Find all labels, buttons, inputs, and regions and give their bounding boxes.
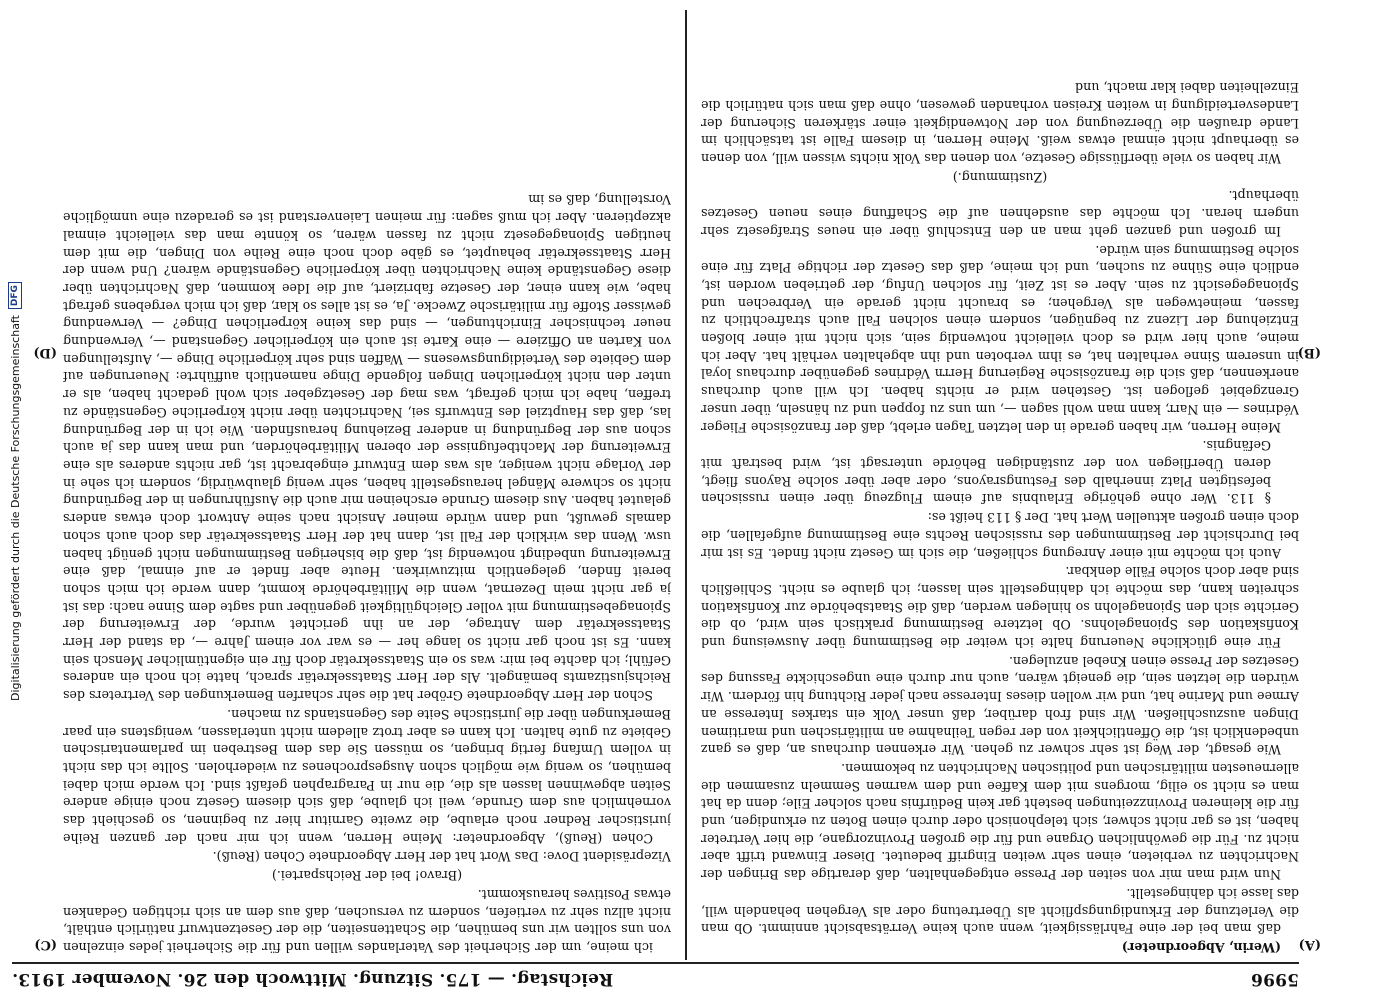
- paragraph: [63, 705, 671, 847]
- page-title: Reichstag. — 175. Sitzung. Mittwoch den 26. November 1913.: [12, 969, 614, 989]
- dfg-logo-icon: DFG: [8, 282, 22, 309]
- paragraph: [701, 508, 1299, 561]
- paragraph: [701, 79, 1299, 168]
- digitization-credit: [4, 271, 26, 701]
- paragraph-text: Cohen (Reuß), Abgeordneter: Meine Herren, wenn ich mir nach der ganzen Reihe juristischer Redner noch erlaube, die zweite Garnitur hier zu beginnen, so geschieht das vornehmlich aus dem Grunde, weil ich glaube, daß sich diesem Gesetz noch einige andere Seiten abgewinnen lassen als die, die nur in Paragraphen gefaßt sind. Ich werde mich dabei bemühen, so wenig wie möglich schon Ausgesprochenes zu wiederholen. Sollte ich das nicht in vollem Umfang fertig bringen, so müssen Sie das dem Bestreben im parlamentarischen Gebiete zu gute halten. Ich kann es aber trotz alledem nicht unterlassen, wenigstens ein paar Bemerkungen über die juristische Seite des Gegenstands zu machen.: [63, 706, 671, 846]
- paragraph-text: Vizepräsident Dove: Das Wort hat der Herr Abgeordnete Cohen (Reuß).: [212, 849, 671, 865]
- margin-mark-c: (C): [34, 937, 57, 952]
- page-header: [12, 966, 1299, 992]
- page-number: 5996: [1250, 969, 1299, 989]
- paragraph: [701, 884, 1299, 937]
- right-text-column: [63, 14, 671, 956]
- paragraph: [701, 437, 1271, 508]
- paragraph-text: Im großen und ganzen geht man an den Entschluß über ein neues Strafgesetz sehr ungern heran. Ich möchte das ausdehnen auf die Schaffung eines neuen Gesetzes überhaupt.: [701, 188, 1299, 239]
- paragraph: [701, 241, 1299, 436]
- credit-text: Digitalisierung gefördert durch die Deutsche Forschungsgemeinschaft: [8, 315, 22, 701]
- paragraph-text: ich meine, um der Sicherheit des Vaterlandes willen und für die Sicherheit jedes einzelnen von uns sollten wir uns bemühen, die Schattenseiten, die der Gesetzentwurf natürlich enthält, nicht allzu sehr zu vertiefen, sondern zu versuchen, daß aus dem an sich richtigen Gedanken etwas Positives herauskommt.: [63, 886, 671, 955]
- header-rule: [12, 962, 1299, 964]
- paragraph: [63, 848, 671, 866]
- paragraph: [701, 187, 1299, 240]
- paragraph: [63, 885, 671, 956]
- paragraph-text: (Zustimmung.): [952, 169, 1048, 185]
- paragraph-text: Für eine glückliche Neuerung halte ich weiter die Bestimmung über Ausweisung und Konfiskation des Spionagelohns. Ob letztere Bestimmung praktisch sein wird, ob die Gerichte sich den Spionagelohn so hinlegen werden, daß die Staatsbehörde zur Konfiskation schreiten kann, das möchte ich dahingestellt sein lassen; ich glaube es nicht. Schließlich sind aber doch solche Fälle denkbar.: [701, 564, 1299, 651]
- paragraph-text: § 113. Wer ohne gehörige Erlaubnis auf einem Flugzeug über einen russischen befestigten Platz innerhalb des Festungsrayons, oder aber über solche Rayons fliegt, deren Überfliegen von der zuständigen Behörde untersagt ist, wird bestraft mit Gefängnis.: [701, 438, 1271, 507]
- paragraph-text: (Bravo! bei der Reichspartei.): [271, 868, 463, 884]
- speaker-label: (Werin, Abgeordneter): [1121, 940, 1281, 955]
- paragraph: [701, 759, 1299, 883]
- paragraph: [701, 938, 1299, 956]
- margin-mark-b: (B): [1297, 345, 1321, 360]
- left-text-column: [701, 14, 1299, 956]
- paragraph-text: Auch ich möchte mit einer Anregung schließen, die sich im Gesetz nicht findet. Es ist mir bei Durchsicht der Bestimmungen des russischen Rechts eine Bestimmung aufgefallen, die doch einen großen aktuellen Wert hat. Der § 113 heißt es:: [701, 510, 1299, 561]
- paragraph-text: Wir haben so viele überflüssige Gesetze, von denen das Volk nichts wissen will, von denen es überhaupt nicht einmal etwas weiß. Meine Herren, in diesem Falle ist tatsächlich im Lande draußen die Überzeugung von der Notwendigkeit einer stärkeren Sicherung der Landesverteidigung in weiten Kreisen vorhanden gewesen, ohne daß man sich natürlich die Einzelheiten dabei klar macht, und: [701, 80, 1299, 167]
- paragraph-text: Wie gesagt, der Weg ist sehr schwer zu gehen. Wir erkennen durchaus an, daß es ganz unbedenklich ist, die Öffentlichkeit von der regen Teilnahme an militärischen und maritimen Dingen auszuschließen. Wir sind froh darüber, daß unser Volk ein starkes Interesse an Armee und Marine hat, und wir wollen dieses Interesse nach jeder Richtung hin fördern. Wir würden die letzten sein, die geneigt wären, auch nur durch eine ungeschickte Fassung des Gesetzes der Presse einen Knebel anzulegen.: [701, 653, 1299, 758]
- paragraph: [701, 168, 1299, 186]
- column-divider: [685, 10, 687, 960]
- paragraph-text: Meine Herren, wir haben gerade in den letzten Tagen erlebt, daß der französische Flieger Védrines — ein Narr, kann man wohl sagen —, um uns zu foppen und zu hänseln, über unser Grenzgebiet geflogen ist. Gestehen wird er nichts haben. Ich will auch durchaus anerkennen, daß sich die französische Regierung Herrn Védrines gegenüber durchaus loyal in unserem Sinne verhalten hat, es ihm verboten und ihn abgehalten verhält hat. Aber ich meine, auch hier wird es doch vielleicht notwendig sein, sich nicht mit einer bloßen Entziehung der Lizenz zu begnügen, sondern einen solchen Fall auch strafrechtlich zu fassen, meinetwegen als Vergehen; es braucht nicht gerade ein Verbrechen und Spionagegesicht zu sein. Aber es ist Zeit, für solchen Unfug, der getrieben worden ist, endlich eine Sühne zu suchen, und ich meine, daß das Gesetz der richtige Platz für eine solche Bestimmung sein würde.: [701, 242, 1299, 435]
- paragraph: [701, 652, 1299, 758]
- paragraph-text: Nun wird man mir von seiten der Presse entgegenhalten, daß derartige das Bringen der Nachrichten zu verbieten, einen sehr weiten Eingriff bedeutet. Dieser Einwand trifft aber nicht zu. Für die gewöhnlichen Organe und für die großen Provinzorgane, die hier Vertreter haben, ist es gar nicht schwer, sich telephonisch oder durch einen Boten zu erkundigen, und für die kleineren Provinzzeitungen besteht gar kein Bedürfnis nach solcher Eile; denn da hat man es nicht so eilig, morgens mit dem Kaffee und dem warmen Semmeln zusammen die allerneuesten militärischen und politischen Nachrichten zu bekommen.: [701, 760, 1299, 883]
- paragraph: [701, 563, 1299, 652]
- margin-mark-a: (A): [1298, 937, 1321, 952]
- margin-mark-d: (D): [33, 345, 57, 360]
- paragraph: [63, 191, 671, 704]
- paragraph-text: daß man bei der eine Fahrlässigkeit, wenn auch keine Verrätsabsicht annimmt. Ob man die Verletzung der Erkundigungspflicht als Übertretung oder als Vergehen behandeln will, das lasse ich dahingestellt.: [701, 885, 1299, 937]
- paragraph: [63, 866, 671, 884]
- paragraph-text: Schon der Herr Abgeordnete Gröber hat die sehr scharfen Bemerkungen des Vertreters des Reichsjustizamts bemängelt. Als der Herr Staatssekretär sprach, hatte ich noch ein anderes Gefühl; ich dachte bei mir: was so ein Staatssekretär doch für ein eigentümlicher Mensch sein kann. Es ist noch gar nicht so lange her — es war vor einem Jahre —, da stand der Herr Staatssekretär dem Antrage, der an ihn gerichtet wurde, der Erweiterung der Spionagebestimmung mit voller Gleichgültigkeit gegenüber und sagte dem Sinne nach: das ist ja gar nicht mein Dezernat, wenn die Militärbehörde kommt, dann werde ich mich schon bereit finden, gelegentlich mitzuwirken. Heute aber findet er auf einmal, daß eine Erweiterung unbedingt notwendig ist, daß die bisherigen Bestimmungen nicht genügt haben usw. Wenn das wirklich der Fall ist, dann hat der Herr Staatssekretär das doch auch schon damals gewußt, und dann würde meiner Ansicht nach seine Antwort doch etwas anders gelautet haben. Aus diesem Grunde erscheinen mir auch die Ausführungen in der Begründung nicht so schwere Mängel herausgestellt haben, sehr wenig glaubwürdig, sondern ich sehe in der Vorlage nicht weniger, als was dem Entwurf eingebracht ist, gar nichts anderes als eine Erweiterung der Machtbefugnisse der oberen Militärbehörden, und man kann das ja auch schon aus der Begründung in anderer Beziehung herausfinden. Wie ich in der Begründung las, daß das Hauptziel des Entwurfs sei, Nachrichten über nicht körperliche Gegenstände zu treffen, habe ich mich gefragt, was mag der Gesetzgeber sich wohl gedacht haben, als er unter den nicht körperlichen Dingen folgende Dinge namentlich aufführte: Neuerungen auf dem Gebiete des Verteidigungswesens — Waffen sind sehr körperliche Dinge —, Aufstellungen von Karten an Offiziere — eine Karte ist auch ein körperlicher Gegenstand —, Verwendung neuer technischer Einrichtungen, — sind das keine körperlichen Dinge? — Verwendung gewisser Stoffe für militärische Zwecke. Ja, es ist alles so klar, daß ich mich vergebens gefragt habe, wie kann einer, der Gesetze fabriziert, auf die Idee kommen, daß Nachrichten über diese Gegenstände keine Nachrichten über körperliche Gegenstände wären? Und wenn der Herr Staatssekretär behauptet, es gäbe doch noch eine Reihe von Dingen, die mit dem heutigen Spionagegesetz nicht zu fassen wären, so könnte man das vielleicht einmal akzeptieren. Aber ich muß sagen: für meinen Laienverstand ist es geradezu eine unmögliche Vorstellung, daß es im: [63, 192, 671, 704]
